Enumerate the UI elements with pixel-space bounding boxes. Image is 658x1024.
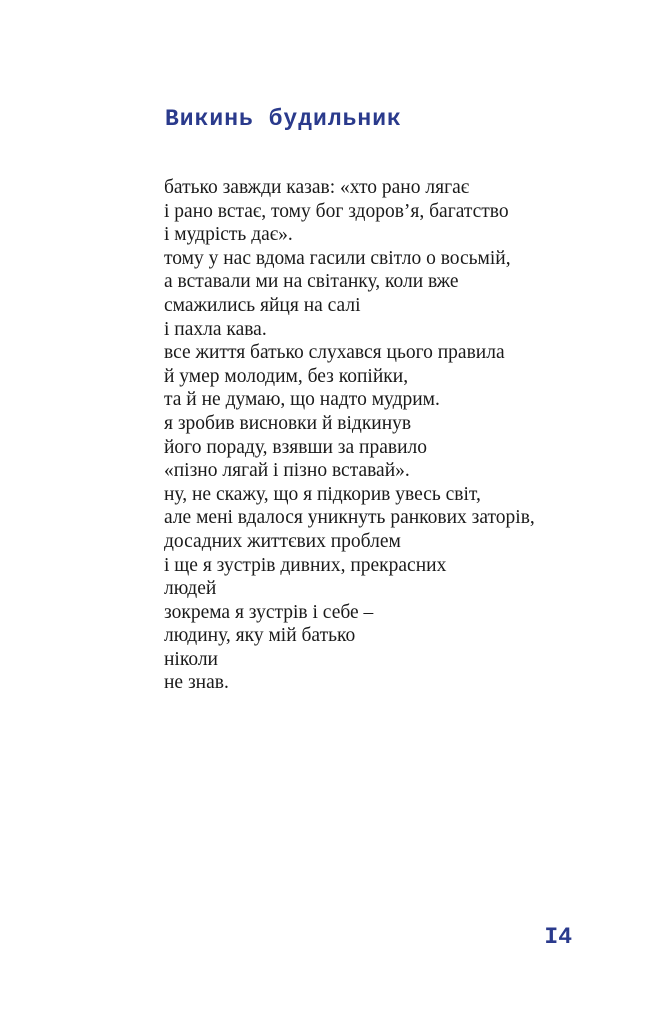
poem-line: й умер молодим, без копійки, [164,365,409,387]
poem-line: а вставали ми на світанку, коли вже [164,271,459,293]
poem-line: його пораду, взявши за правило [164,436,427,458]
poem-line: і мудрість дає». [164,224,293,246]
poem-line: «пізно лягай і пізно вставай». [164,460,410,482]
poem-line: і рано встає, тому бог здоров’я, багатство [164,200,509,222]
poem-line: досадних життєвих проблем [164,530,401,552]
poem-line: але мені вдалося уникнуть ранкових заторів, [164,507,535,529]
poem-line: тому у нас вдома гасили світло о восьмій, [164,247,511,269]
poem-line: та й не думаю, що надто мудрим. [164,389,440,411]
poem-line: ніколи [164,648,218,670]
poem-line: я зробив висновки й відкинув [164,412,412,434]
poem-line: не знав. [164,672,229,694]
poem-line: батько завжди казав: «хто рано лягає [164,177,470,198]
poem-line: і ще я зустрів дивних, прекрасних [164,554,447,576]
poem-body [164,176,535,695]
poem-line: все життя батько слухався цього правила [164,342,505,364]
poem-title: Викинь будильник [165,106,402,132]
poem-line: смажились яйця на салі [164,294,361,316]
poem-line: ну, не скажу, що я підкорив увесь світ, [164,483,481,505]
poem-line: людей [164,578,217,600]
poem-line: людину, яку мій батько [164,625,356,647]
page-number: I4 [544,924,572,950]
poem-line: зокрема я зустрів і себе – [164,601,374,623]
poem-line: і пахла кава. [164,318,267,340]
